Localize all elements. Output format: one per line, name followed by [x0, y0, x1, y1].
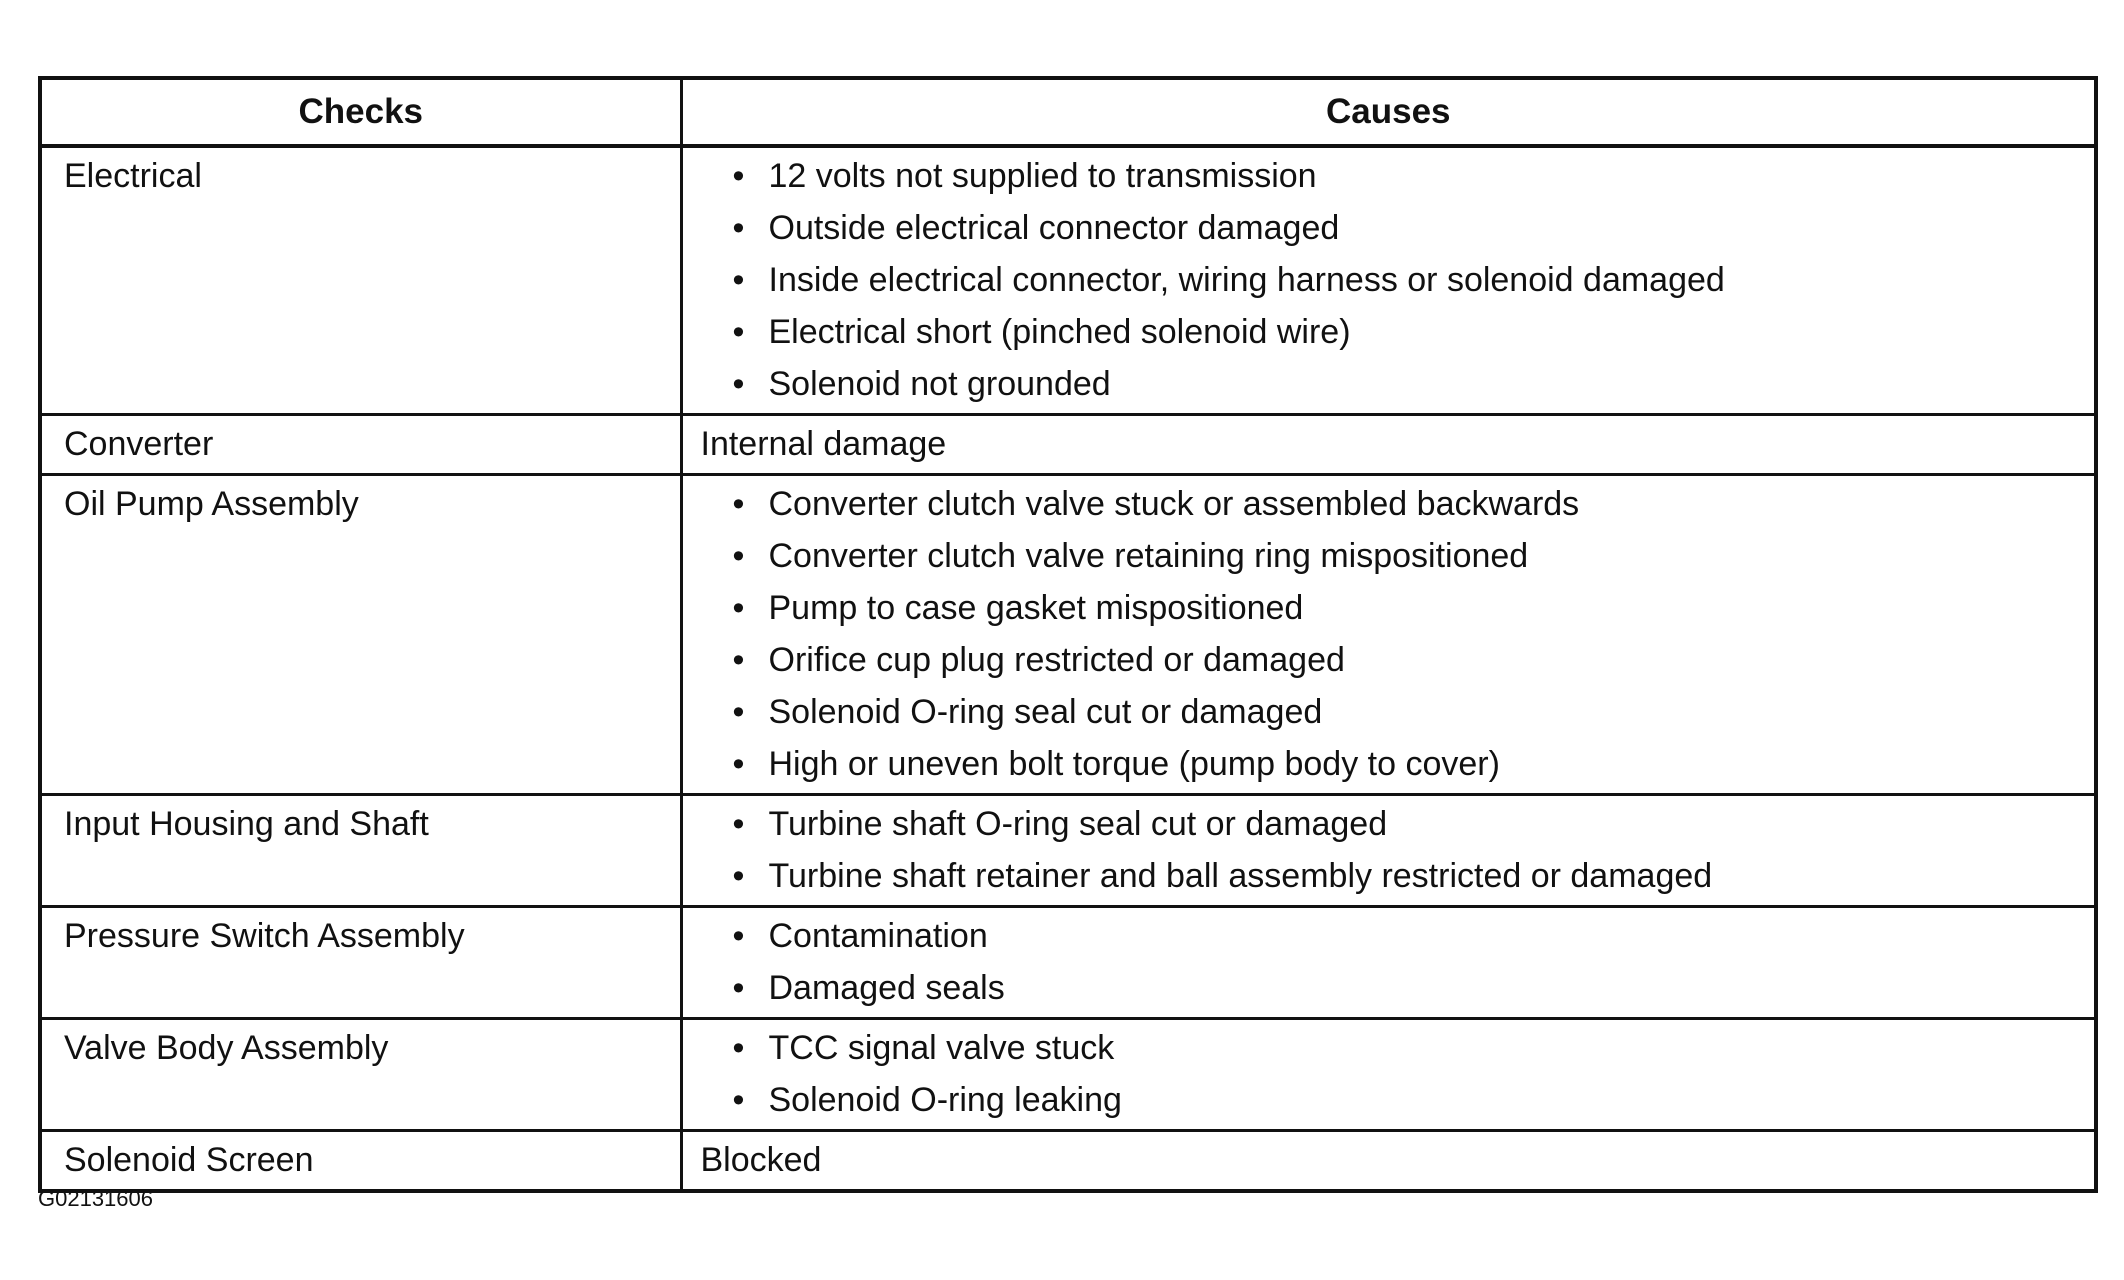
cause-item: • Turbine shaft retainer and ball assembly restricted or damaged	[683, 850, 2095, 902]
cause-item: • Damaged seals	[683, 962, 2095, 1014]
cause-list	[683, 910, 2095, 1014]
cause-item: • Inside electrical connector, wiring harness or solenoid damaged	[683, 254, 2095, 306]
causes-cell	[681, 1019, 2096, 1131]
cause-list	[683, 150, 2095, 410]
cause-item: • Turbine shaft O-ring seal cut or damaged	[683, 798, 2095, 850]
cause-item: • Solenoid O-ring seal cut or damaged	[683, 686, 2095, 738]
cause-item: • Solenoid not grounded	[683, 358, 2095, 410]
cause-item: • Outside electrical connector damaged	[683, 202, 2095, 254]
causes-cell	[681, 146, 2096, 415]
cause-item: • 12 volts not supplied to transmission	[683, 150, 2095, 202]
table-row	[40, 415, 2096, 475]
cause-item: • Pump to case gasket mispositioned	[683, 582, 2095, 634]
header-checks: Checks	[40, 78, 681, 146]
table-row	[40, 795, 2096, 907]
check-electrical: Electrical	[40, 146, 681, 415]
table-row	[40, 475, 2096, 795]
figure-code: G02131606	[38, 1186, 153, 1211]
cause-list	[683, 798, 2095, 902]
cause-item: • Contamination	[683, 910, 2095, 962]
causes-cell	[681, 475, 2096, 795]
check-oil-pump-assembly: Oil Pump Assembly	[40, 475, 681, 795]
cause-item: • Electrical short (pinched solenoid wire)	[683, 306, 2095, 358]
cause-item: • Converter clutch valve stuck or assembled backwards	[683, 478, 2095, 530]
cause-item: • TCC signal valve stuck	[683, 1022, 2095, 1074]
causes-cell	[681, 907, 2096, 1019]
causes-cell	[681, 795, 2096, 907]
check-input-housing-and-shaft: Input Housing and Shaft	[40, 795, 681, 907]
table-row	[40, 1131, 2096, 1192]
check-pressure-switch-assembly: Pressure Switch Assembly	[40, 907, 681, 1019]
cause-item: • Solenoid O-ring leaking	[683, 1074, 2095, 1126]
table-header-row	[40, 78, 2096, 146]
table-row	[40, 907, 2096, 1019]
table-row	[40, 1019, 2096, 1131]
diagnosis-table	[38, 76, 2098, 1193]
cause-item: • High or uneven bolt torque (pump body to cover)	[683, 738, 2095, 790]
cause-list	[683, 1022, 2095, 1126]
check-solenoid-screen: Solenoid Screen	[40, 1131, 681, 1192]
check-valve-body-assembly: Valve Body Assembly	[40, 1019, 681, 1131]
check-converter: Converter	[40, 415, 681, 475]
cause-item: • Converter clutch valve retaining ring mispositioned	[683, 530, 2095, 582]
table-row	[40, 146, 2096, 415]
cause-item: • Orifice cup plug restricted or damaged	[683, 634, 2095, 686]
cause-list	[683, 478, 2095, 790]
header-causes: Causes	[681, 78, 2096, 146]
cause-plain: Blocked	[681, 1131, 2096, 1192]
cause-plain: Internal damage	[681, 415, 2096, 475]
